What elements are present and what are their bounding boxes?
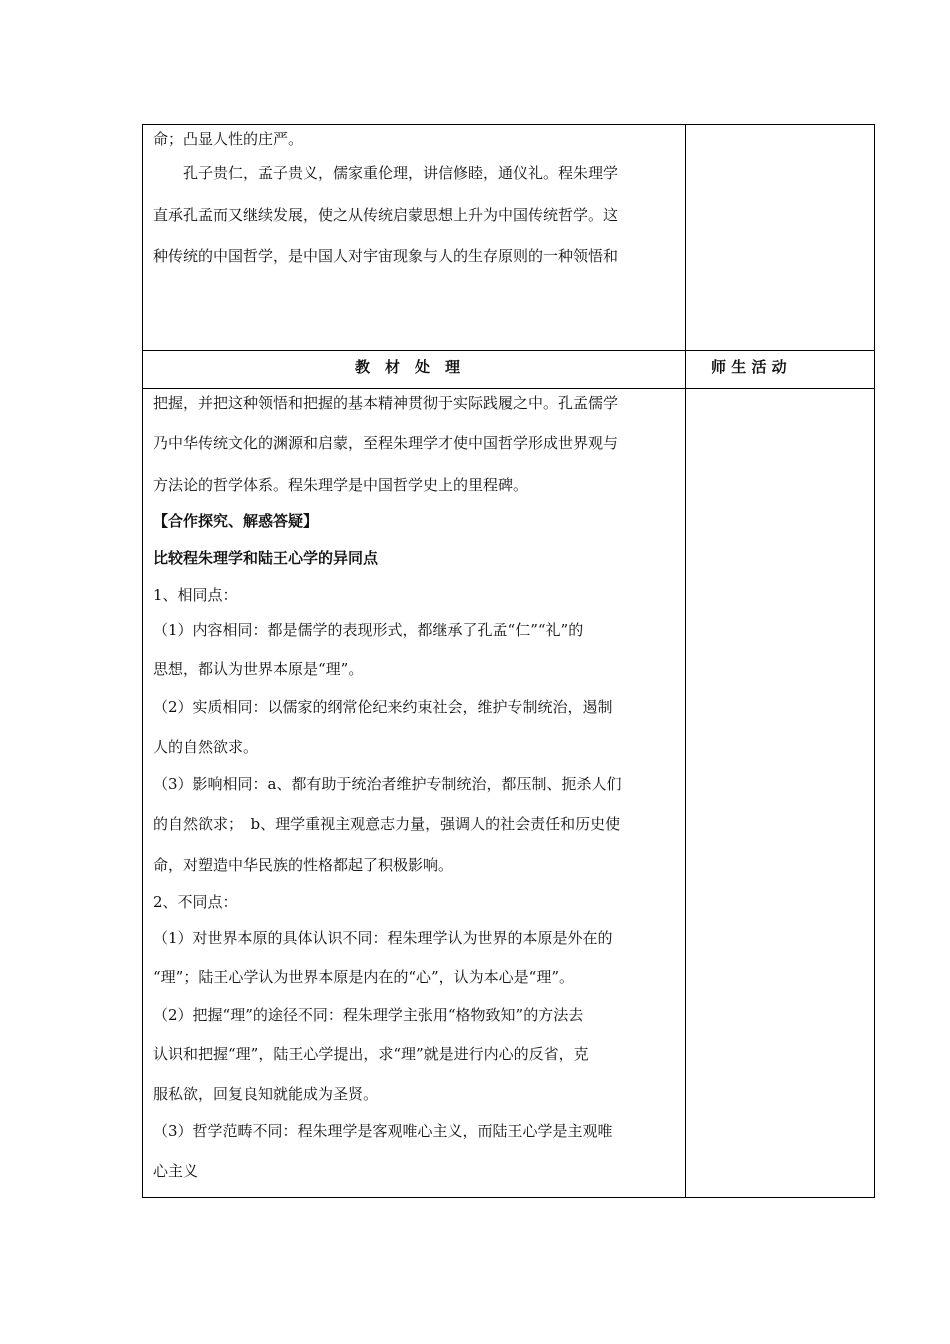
differences-heading: 2、不同点： bbox=[153, 893, 238, 911]
different-line-6: （3）哲学范畴不同：程朱理学是客观唯心主义，而陆王心学是主观唯 bbox=[153, 1122, 613, 1140]
header-teaching-material: 教 材 处 理 bbox=[355, 358, 461, 376]
similar-line-3: （2）实质相同：以儒家的纲常伦纪来约束社会，维护专制统治，遏制 bbox=[153, 698, 613, 716]
comparison-subtitle: 比较程朱理学和陆王心学的异同点 bbox=[153, 549, 379, 567]
intro-line-3: 方法论的哲学体系。程朱理学是中国哲学史上的里程碑。 bbox=[153, 476, 529, 494]
header-top-rule bbox=[143, 350, 874, 351]
column-divider bbox=[685, 125, 686, 1197]
header-bottom-rule bbox=[143, 388, 874, 389]
similar-line-6: 的自然欲求； b、理学重视主观意志力量，强调人的社会责任和历史使 bbox=[153, 815, 621, 833]
intro-line-2: 乃中华传统文化的渊源和启蒙，至程朱理学才使中国哲学形成世界观与 bbox=[153, 434, 619, 452]
similar-line-5: （3）影响相同：a、都有助于统治者维护专制统治，都压制、扼杀人们 bbox=[153, 775, 622, 793]
different-line-7: 心主义 bbox=[153, 1162, 199, 1180]
different-line-2: “理”；陆王心学认为世界本原是内在的“心”，认为本心是“理”。 bbox=[153, 968, 575, 986]
similarities-heading: 1、相同点： bbox=[153, 586, 238, 604]
top-line-4: 种传统的中国哲学，是中国人对宇宙现象与人的生存原则的一种领悟和 bbox=[153, 247, 619, 265]
top-line-1: 命；凸显人性的庄严。 bbox=[153, 130, 304, 148]
similar-line-4: 人的自然欲求。 bbox=[153, 738, 259, 756]
different-line-3: （2）把握“理”的途径不同：程朱理学主张用“格物致知”的方法去 bbox=[153, 1006, 584, 1024]
different-line-1: （1）对世界本原的具体认识不同：程朱理学认为世界的本原是外在的 bbox=[153, 929, 613, 947]
similar-line-1: （1）内容相同：都是儒学的表现形式，都继承了孔孟“仁”“礼”的 bbox=[153, 621, 584, 639]
header-teacher-student-activity: 师 生 活 动 bbox=[711, 358, 787, 376]
different-line-5: 服私欲，回复良知就能成为圣贤。 bbox=[153, 1085, 379, 1103]
top-line-2: 孔子贵仁，孟子贵义，儒家重伦理，讲信修睦，通仪礼。程朱理学 bbox=[183, 164, 619, 182]
similar-line-7: 命，对塑造中华民族的性格都起了积极影响。 bbox=[153, 856, 454, 874]
section-title: 【合作探究、解惑答疑】 bbox=[153, 512, 319, 530]
top-line-3: 直承孔孟而又继续发展，使之从传统启蒙思想上升为中国传统哲学。这 bbox=[153, 206, 619, 224]
intro-line-1: 把握，并把这种领悟和把握的基本精神贯彻于实际践履之中。孔孟儒学 bbox=[153, 394, 619, 412]
similar-line-2: 思想，都认为世界本原是“理”。 bbox=[153, 660, 364, 678]
lesson-table bbox=[142, 124, 875, 1198]
different-line-4: 认识和把握“理”，陆王心学提出，求“理”就是进行内心的反省，克 bbox=[153, 1045, 589, 1063]
